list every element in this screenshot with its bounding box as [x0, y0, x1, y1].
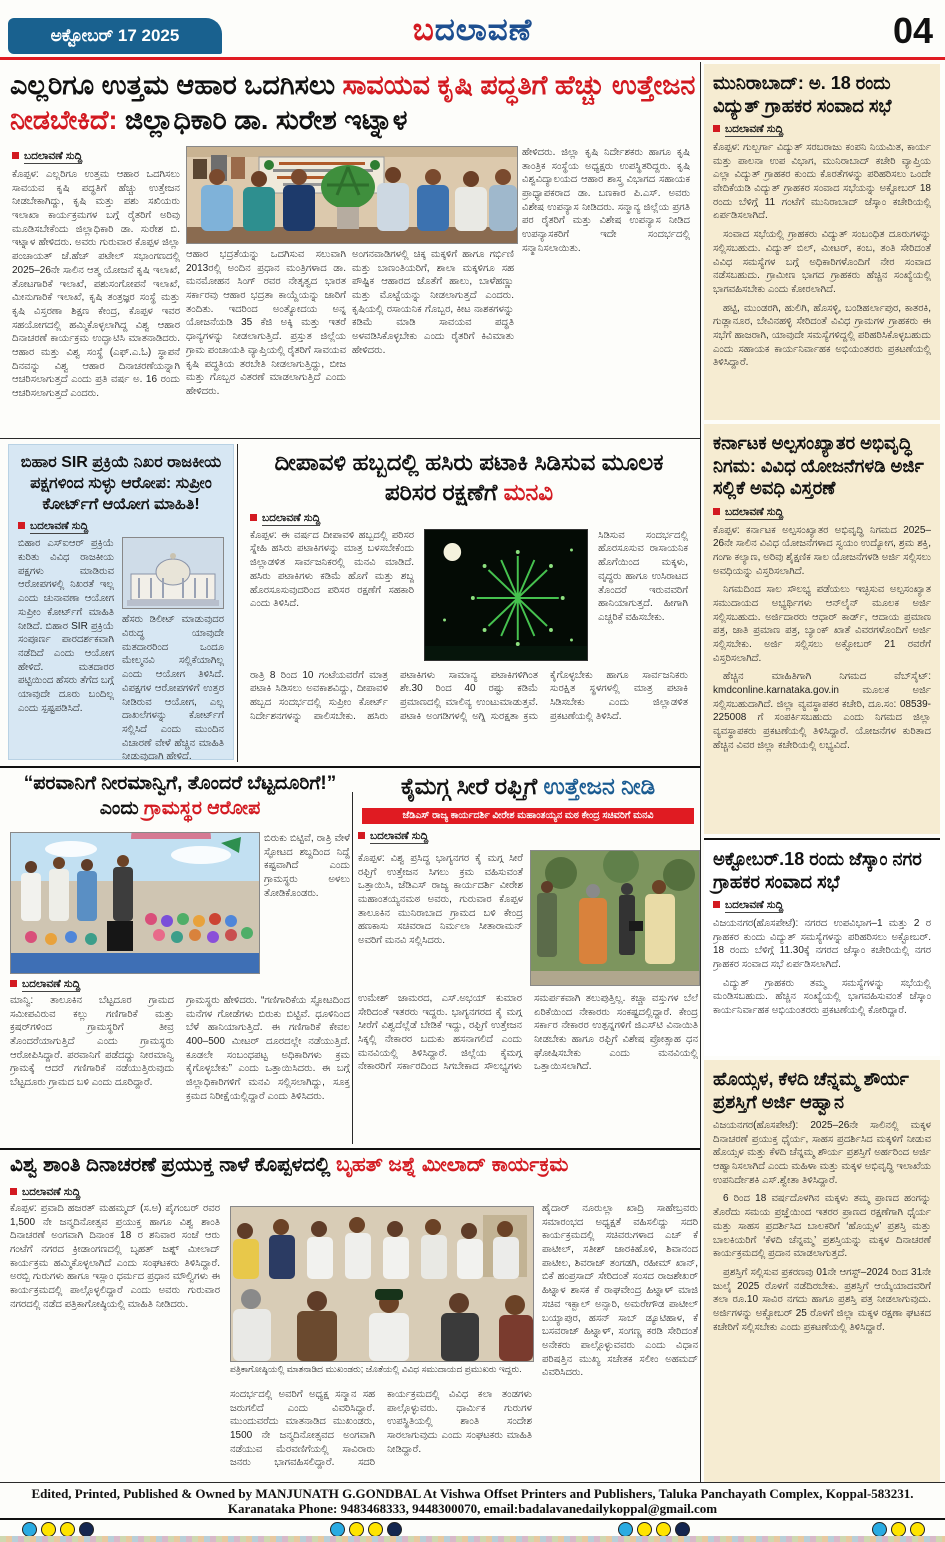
lead-photo-scene: [187, 147, 517, 243]
navy-dot-icon: [675, 1522, 690, 1537]
lead-headline: [10, 68, 698, 138]
sir-headline: ಬಿಹಾರ SIR ಪ್ರಕ್ರಿಯೆ ನಿಖರ ರಾಜಕೀಯ ಪಕ್ಷಗಳಿಂದ ಸುಳ್ಳು ಆರೋಪ: ಸುಪ್ರೀಂ ಕೋರ್ಟ್‌ಗೆ ಆಯೋಗ ಮಾಹಿತಿ!: [20, 454, 222, 513]
cyan-dot-icon: [330, 1522, 345, 1537]
sir-col2: ಹೆಸರು ಡಿಲೀಟ್ ಮಾಡುವುದರ ವಿರುದ್ಧ ಯಾವುದೇ ಮತದಾರರಿಂದ ಒಂದೂ ಮೇಲ್ಮನವಿ ಸಲ್ಲಿಕೆಯಾಗಿಲ್ಲ ಎಂದು ಆಯೋಗ ತಿಳಿಸಿದೆ. ವಿಪಕ್ಷಗಳ ಆರೋಪಗಳಿಗೆ ಉತ್ತರ ನೀಡಿರುವ ಆಯೋಗ, ಎಲ್ಲ ದಾಖಲೆಗಳನ್ನು ಕೋರ್ಟ್‌ಗೆ ಸಲ್ಲಿಸಿದೆ ಎಂದು ಮುಂದಿನ ವಿಚಾರಣೆ ವೇಳೆ ಹೆಚ್ಚಿನ ಮಾಹಿತಿ ನೀಡುವುದಾಗಿ ಹೇಳಿದೆ.: [122, 614, 224, 763]
deepavali-bottom: ರಾತ್ರಿ 8 ರಿಂದ 10 ಗಂಟೆಯವರೆಗೆ ಮಾತ್ರ ಪಟಾಕಿ ಸಿಡಿಸಲು ಅವಕಾಶವಿದ್ದು, ದೀಪಾವಳಿ ಹಬ್ಬದ ಸಂದರ್ಭದಲ್ಲಿ ಸುಪ್ರೀಂ ಕೋರ್ಟ್ ನಿರ್ದೇಶನಗಳನ್ನು ಪಾಲಿಸಬೇಕು. ಹಸಿರು ಪಟಾಕಿಗಳು ಸಾಮಾನ್ಯ ಪಟಾಕಿಗಳಿಗಿಂತ ಶೇ.30 ರಿಂದ 40 ರಷ್ಟು ಕಡಿಮೆ ಪ್ರಮಾಣದಲ್ಲಿ ಮಾಲಿನ್ಯ ಉಂಟುಮಾಡುತ್ತವೆ. ಪಟಾಕಿ ಅಂಗಡಿಗಳಲ್ಲಿ ಅಗ್ನಿ ಸುರಕ್ಷತಾ ಕ್ರಮ ಕೈಗೊಳ್ಳಬೇಕು ಹಾಗೂ ಸಾರ್ವಜನಿಕರು ಸುರಕ್ಷಿತ ಸ್ಥಳಗಳಲ್ಲಿ ಮಾತ್ರ ಪಟಾಕಿ ಸಿಡಿಸಬೇಕು ಎಂದು ಜಿಲ್ಲಾಡಳಿತ ಪ್ರಕಟಣೆಯಲ್ಲಿ ತಿಳಿಸಿದೆ.: [250, 669, 688, 722]
footer-top-rule: [0, 1482, 945, 1483]
byline-square-icon: [10, 1188, 17, 1195]
jescom-p2: ವಿದ್ಯುತ್ ಗ್ರಾಹಕರು ತಮ್ಮ ಸಮಸ್ಯೆಗಳನ್ನು ಸಭೆಯಲ್ಲಿ ಮಂಡಿಸಬಹುದು. ಹೆಚ್ಚಿನ ಸಂಖ್ಯೆಯಲ್ಲಿ ಭಾಗವಹಿಸುವಂತೆ ಜೆಸ್ಕಾಂ ಕಾರ್ಯನಿರ್ವಾಹಕ ಅಭಿಯಂತರರು ಪ್ರಕಟಣೆಯಲ್ಲಿ ಕೋರಿದ್ದಾರೆ.: [713, 977, 931, 1017]
lead-col2: ಆಹಾರ ಭದ್ರತೆಯನ್ನು ಒದಗಿಸುವ ಸಲುವಾಗಿ 2013ರಲ್ಲಿ ಅಂದಿನ ಪ್ರಧಾನ ಮಂತ್ರಿಗಳಾದ ಡಾ. ಮನಮೋಹನ ಸಿಂಗ್ ರವರ ನೇತೃತ್ವದ ಭಾರತ ಸರ್ಕಾರವು ಆಹಾರ ಭದ್ರತಾ ಕಾಯ್ದೆಯನ್ನು ಜಾರಿಗೆ ತಂದಿತು. ಇದರಿಂದ ಅಂತ್ಯೋದಯ ಅನ್ನ ಯೋಜನೆಯಡಿ 35 ಕೆಜಿ ಅಕ್ಕಿ ಮತ್ತು ಇತರೆ ಧಾನ್ಯಗಳನ್ನು ನೀಡಲಾಗುತ್ತಿದೆ. ಪ್ರಸ್ತುತ ಜಿಲ್ಲೆಯ ಗ್ರಾಮ ಪಂಚಾಯತಿ ವ್ಯಾಪ್ತಿಯಲ್ಲಿ ರೈತರಿಗೆ ಸಾವಯವ ಕೃಷಿ ಪದ್ಧತಿಯ ತರಬೇತಿ ನೀಡಲಾಗುತ್ತಿದ್ದು, ಬೀಜ ಮತ್ತು ಗೊಬ್ಬರ ವಿತರಣೆ ಮಾಡಲಾಗುತ್ತಿದೆ ಎಂದು ಹೇಳಿದರು.: [186, 249, 346, 397]
jescom-p1: ವಿಜಯನಗರ(ಹೊಸಪೇಟೆ): ನಗರದ ಉಪವಿಭಾಗ–1 ಮತ್ತು 2 ರ ಗ್ರಾಹಕರ ಕುಂದು ವಿದ್ಯುತ್ ಸಮಸ್ಯೆಗಳನ್ನು ಪರಿಹರಿಸಲು ಅಕ್ಟೋಬರ್. 18 ರಂದು ಬೆಳಿಗ್ಗೆ 11.30ಕ್ಕೆ ನಗರದ ಜೆಸ್ಕಾಂ ಕಚೇರಿಯಲ್ಲಿ ನಗರ ಗ್ರಾಹಕರ ಸಂವಾದ ಸಭೆ ಏರ್ಪಡಿಸಲಾಗಿದೆ.: [713, 918, 931, 971]
masthead-rest: ದಲಾವಣೆ: [434, 12, 533, 47]
protest-scene: [11, 833, 259, 973]
minority-byline: ಬದಲಾವಣೆ ಸುದ್ದಿ: [713, 506, 931, 519]
byline-square-icon: [358, 832, 365, 839]
print-noise-strip: [0, 1536, 945, 1542]
footer-line1: Edited, Printed, Published & Owned by MANJUNATH G.GONDBAL At Vishwa Offset Printers and Publishers, Taluka Panchayath Complex, Koppal-583231.: [31, 1486, 914, 1501]
jashn-bottom: ಸಂದರ್ಭದಲ್ಲಿ ಅವರಿಗೆ ಅಧ್ಯಕ್ಷ ಸನ್ಮಾನ ಸಹ ಜರುಗಲಿದೆ ಎಂದು ವಿವರಿಸಿದ್ದಾರೆ. ಮುಂದುವರೆದು ಮಾತನಾಡಿದ ಮುಖಂಡರು, 1500 ನೇ ಜನ್ಮದಿನೋತ್ಸವದ ಅಂಗವಾಗಿ ನಡೆಯುವ ಮೆರವಣಿಗೆಯಲ್ಲಿ ಸಾವಿರಾರು ಜನರು ಭಾಗವಹಿಸಲಿದ್ದಾರೆ. ಸದರಿ ಕಾರ್ಯಕ್ರಮದಲ್ಲಿ ವಿವಿಧ ಕಲಾ ತಂಡಗಳು ಪಾಲ್ಗೊಳ್ಳುವರು. ಧಾರ್ಮಿಕ ಗುರುಗಳ ಉಪಸ್ಥಿತಿಯಲ್ಲಿ ಶಾಂತಿ ಸಂದೇಶ ಸಾರಲಾಗುವುದು ಎಂದು ಸಂಘಟಕರು ಮಾಹಿತಿ ನೀಡಿದ್ದಾರೆ.: [230, 1389, 532, 1469]
deepavali-article: [240, 442, 698, 762]
divider-under-lead: [0, 438, 700, 439]
main-vertical-divider: [700, 62, 701, 1482]
jescom-article-box: [704, 838, 940, 1056]
cyan-dot-icon: [22, 1522, 37, 1537]
yellow-dot-icon: [41, 1522, 56, 1537]
page-number: 04: [892, 10, 933, 51]
parvani-article: [10, 772, 350, 1144]
minority-p1: ಕೊಪ್ಪಳ: ಕರ್ನಾಟಕ ಅಲ್ಪಸಂಖ್ಯಾತರ ಅಭಿವೃದ್ಧಿ ನಿಗಮದ 2025–26ನೇ ಸಾಲಿನ ವಿವಿಧ ಯೋಜನೆಗಳಾದ ಸ್ವಯಂ ಉದ್ಯೋಗ, ಶ್ರಮ ಶಕ್ತಿ, ಗಂಗಾ ಕಲ್ಯಾಣ, ಅರಿವು ಶೈಕ್ಷಣಿಕ ಸಾಲ ಯೋಜನೆಗಳಡಿ ಅರ್ಜಿ ಸಲ್ಲಿಸಲು ಅವಧಿಯನ್ನು ವಿಸ್ತರಿಸಲಾಗಿದೆ.: [713, 524, 931, 577]
lead-col3: ಅಂಗನವಾಡಿಗಳಲ್ಲಿ ಚಿಕ್ಕ ಮಕ್ಕಳಿಗೆ ಹಾಗೂ ಗರ್ಭಿಣಿ ಮತ್ತು ಬಾಣಂತಿಯರಿಗೆ, ಶಾಲಾ ಮಕ್ಕಳಿಗೂ ಸಹ ಪೌಷ್ಟಿಕ ಆಹಾರದ ಜೊತೆಗೆ ಹಾಲು, ಬಾಳೆಹಣ್ಣು ಮತ್ತು ಮೊಟ್ಟೆಯನ್ನು ನೀಡಲಾಗುತ್ತದೆ ಎಂದರು. ಕೃಷಿಯಲ್ಲಿ ರಸಾಯನಿಕ ಗೊಬ್ಬರ, ಕೀಟ ನಾಶಕಗಳನ್ನು ಕಡಿಮೆ ಮಾಡಿ ಸಾವಯವ ಪದ್ಧತಿ ಅಳವಡಿಸಿಕೊಳ್ಳಬೇಕು ಎಂದು ರೈತರಿಗೆ ಕಿವಿಮಾತು ಹೇಳಿದರು.: [352, 249, 514, 356]
minority-headline: ಕರ್ನಾಟಕ ಅಲ್ಪಸಂಖ್ಯಾತರ ಅಭಿವೃದ್ಧಿ ನಿಗಮ: ವಿವಿಧ ಯೋಜನೆಗಳಡಿ ಅರ್ಜಿ ಸಲ್ಲಿಕೆ ಅವಧಿ ವಿಸ್ತರಣೆ: [713, 433, 924, 498]
supreme-court-photo: [122, 537, 224, 609]
byline-square-icon: [10, 980, 17, 987]
minority-p3: ಹೆಚ್ಚಿನ ಮಾಹಿತಿಗಾಗಿ ನಿಗಮದ ವೆಬ್‌ಸೈಟ್: kmdconline.karnataka.gov.in ಮೂಲಕ ಅರ್ಜಿ ಸಲ್ಲಿಸಬಹುದಾಗಿದೆ. ಜಿಲ್ಲಾ ವ್ಯವಸ್ಥಾಪಕರ ಕಚೇರಿ, ದೂ.ಸಂ: 08539-225008 ಗೆ ಸಂಪರ್ಕಿಸಬಹುದು ಎಂದು ನಿಗಮದ ಜಿಲ್ಲಾ ವ್ಯವಸ್ಥಾಪಕರು ಪ್ರಕಟಣೆಯಲ್ಲಿ ತಿಳಿಸಿದ್ದಾರೆ. ಯೋಜನೆಗಳ ಕುರಿತಾದ ಹೆಚ್ಚಿನ ವಿವರ ಜಿಲ್ಲಾ ಕಚೇರಿಯಲ್ಲಿ ಲಭ್ಯವಿದೆ.: [713, 671, 931, 751]
jashn-headline-red: ಬೃಹತ್ ಜಶ್ನೆ ಮೀಲಾದ್ ಕಾರ್ಯಕ್ರಮ: [336, 1154, 569, 1176]
kaimagga-col2: ಉಮೇಶ್ ಜಾಮರದ, ಎಸ್.ಅಭಯ್ ಕುಮಾರ ಸೇರಿದಂತೆ ಇತರರು ಇದ್ದರು. ಭಾಗ್ಯನಗರದ ಕೈ ಮಗ್ಗ ಸೀರೆಗೆ ವಿಶ್ವದೆಲ್ಲೆಡೆ ಬೇಡಿಕೆ ಇದ್ದು, ರಫ್ತಿಗೆ ಉತ್ತೇಜನ ಸಿಕ್ಕಲ್ಲಿ ನೇಕಾರರ ಬದುಕು ಹಸನಾಗಲಿದೆ ಎಂದು ಮನವಿಯಲ್ಲಿ ತಿಳಿಸಿದ್ದಾರೆ. ಜಿಲ್ಲೆಯ ಕೈಮಗ್ಗ ನೇಕಾರರಿಗೆ ಸರ್ಕಾರದಿಂದ ಸಿಗಬೇಕಾದ ಸೌಲಭ್ಯಗಳು ಸಮರ್ಪಕವಾಗಿ ತಲುಪುತ್ತಿಲ್ಲ. ಕಚ್ಚಾ ವಸ್ತುಗಳ ಬೆಲೆ ಏರಿಕೆಯಿಂದ ನೇಕಾರರು ಸಂಕಷ್ಟದಲ್ಲಿದ್ದಾರೆ. ಕೇಂದ್ರ ಸರ್ಕಾರ ನೇಕಾರರ ಉತ್ಪನ್ನಗಳಿಗೆ ಜಿಎಸ್‌ಟಿ ವಿನಾಯಿತಿ ನೀಡಬೇಕು ಹಾಗೂ ರಫ್ತಿಗೆ ವಿಶೇಷ ಪ್ರೋತ್ಸಾಹ ಧನ ಘೋಷಿಸಬೇಕು ಎಂದು ಮನವಿಯಲ್ಲಿ ಒತ್ತಾಯಿಸಲಾಗಿದೆ.: [358, 993, 698, 1073]
deepavali-byline: ಬದಲಾವಣೆ ಸುದ್ದಿ: [250, 512, 688, 525]
kaimagga-subhead-strip: ಜೆಡಿಎಸ್ ರಾಜ್ಯ ಕಾರ್ಯದರ್ಶಿ ವೀರೇಶ ಮಹಾಂತಯ್ಯನ ಮಠ ಕೇಂದ್ರ ಸಚಿವರಿಗೆ ಮನವಿ: [362, 808, 694, 824]
byline-square-icon: [250, 514, 257, 521]
masthead: [0, 12, 945, 49]
byline-square-icon: [713, 125, 720, 132]
press-meet-caption: ಪತ್ರಿಕಾಗೋಷ್ಠಿಯಲ್ಲಿ ಮಾತನಾಡಿದ ಮುಖಂಡರು; ಜೊತೆಯಲ್ಲಿ ವಿವಿಧ ಸಮುದಾಯದ ಪ್ರಮುಖರು ಇದ್ದರು.: [230, 1364, 522, 1374]
hoysala-article-box: [704, 1060, 940, 1482]
jashn-article: [10, 1152, 698, 1478]
kaimagga-headline-blue: ಉತ್ತೇಜನ ನೀಡಿ: [543, 773, 656, 799]
parvani-side-col: ಬಿರುಕು ಬಿಟ್ಟಿವೆ, ರಾತ್ರಿ ವೇಳೆ ಸ್ಫೋಟದ ಶಬ್ದದಿಂದ ನಿದ್ದೆ ಕಷ್ಟವಾಗಿದೆ ಎಂದು ಗ್ರಾಮಸ್ಥರು ಅಳಲು ತೋಡಿಕೊಂಡರು.: [264, 833, 350, 899]
memorandum-scene: [531, 851, 699, 985]
lead-headline-black2: ಜಿಲ್ಲಾಧಿಕಾರಿ ಡಾ. ಸುರೇಶ ಇಟ್ನಾಳ: [124, 105, 408, 136]
muniraabad-headline: ಮುನಿರಾಬಾದ್: ಅ. 18 ರಂದು ವಿದ್ಯುತ್ ಗ್ರಾಹಕರ ಸಂವಾದ ಸಭೆ: [713, 73, 892, 116]
deepavali-headline: [250, 448, 688, 508]
navy-dot-icon: [79, 1522, 94, 1537]
yellow-dot-icon: [891, 1522, 906, 1537]
lead-col4: ಹೇಳಿದರು. ಜಿಲ್ಲಾ ಕೃಷಿ ನಿರ್ದೇಶಕರು ಹಾಗೂ ಕೃಷಿ ತಾಂತ್ರಿಕ ಸಂಸ್ಥೆಯ ಅಧ್ಯಕ್ಷರು ಉಪಸ್ಥಿತರಿದ್ದರು. ಕೃಷಿ ವಿಶ್ವವಿದ್ಯಾಲಯದ ಆಹಾರ ಶಾಸ್ತ್ರ ವಿಭಾಗದ ಸಹಾಯಕ ಪ್ರಾಧ್ಯಾಪಕರಾದ ಡಾ. ಬಣಕಾರ ಪಿ.ಎಸ್. ಅವರು ವಿಶೇಷ ಉಪನ್ಯಾಸ ನೀಡಿದರು. ಸನ್ಮಾನ್ಯ ಜಿಲ್ಲೆಯ ಪ್ರಗತಿ ಪರ ರೈತರಿಗೆ ಮತ್ತು ವಿಶೇಷ ಉಪನ್ಯಾಸ ನೀಡಿದ ಉಪನ್ಯಾಸಕರಿಗೆ ಇದೇ ಸಂದರ್ಭದಲ್ಲಿ ಸನ್ಮಾನಿಸಲಾಯಿತು.: [522, 147, 690, 254]
jashn-col2: ಹೈದಾರ್ ನೂರುಲ್ಲಾ ಖಾದ್ರಿ ಸಾಹೇಬ್ರವರು ಸಮಾರಂಭದ ಅಧ್ಯಕ್ಷತೆ ವಹಿಸಲಿದ್ದು ಸದರಿ ಕಾರ್ಯಕ್ರಮದಲ್ಲಿ ಸಚಿವರುಗಳಾದ ಎಚ್ ಕೆ ಪಾಟೀಲ್, ಸತೀಶ್ ಜಾರಕಿಹೊಳಿ, ಶಿವಾನಂದ ಪಾಟೀಲ, ಶಿವರಾಜ್ ತಂಗಡಗಿ, ರಹೀಮ್ ಖಾನ್, ಬಿಕೆ ಹಂಪ್ರಸಾದ್ ಸೇರಿದಂತೆ ಸಂಸದ ರಾಜಶೇಖರ್ ಹಿಟ್ನಾಳ ಶಾಸಕ ಕೆ ರಾಘವೇಂದ್ರ ಹಿಟ್ನಾಳ್ ಮಾಜಿ ಸಚಿವ ಇಕ್ಬಾಲ್ ಅನ್ಸಾರಿ, ಅಮರೇಗೌಡ ಪಾಟೀಲ್ ಬಯ್ಯಾಪುರ, ಹಸನ್ ಸಾಬ್ ಡ್ಯೂಟಿಹಾಳ, ಕೆ ಬಸವರಾಜ್ ಹಿಟ್ನಾಳ್, ಸಂಗಣ್ಣ ಕರಡಿ ಸೇರಿದಂತೆ ಅನೇಕರು ಪಾಲ್ಗೊಳ್ಳುವವರು ಎಂದು ವಿಧಾನ ಪರಿಷತ್ತಿನ ಮುಖ್ಯ ಸಚೇತಕ ಸಲೀಂ ಅಹಮದ್ ವಿವರಿಸಿದರು.: [542, 1203, 698, 1379]
header-rule: [0, 57, 945, 60]
kaimagga-headline: [358, 772, 698, 802]
lead-headline-black1: ಎಲ್ಲರಿಗೂ ಉತ್ತಮ ಆಹಾರ ಒದಗಿಸಲು: [10, 70, 343, 100]
muniraabad-byline: ಬದಲಾವಣೆ ಸುದ್ದಿ: [713, 123, 931, 136]
byline-square-icon: [713, 901, 720, 908]
lead-col1: ಕೊಪ್ಪಳ: ಎಲ್ಲರಿಗೂ ಉತ್ತಮ ಆಹಾರ ಒದಗಿಸಲು ಸಾವಯವ ಕೃಷಿ ಪದ್ಧತಿಗೆ ಹೆಚ್ಚು ಉತ್ತೇಜನ ನೀಡಬೇಕಾಗಿದ್ದು, ಕೃಷಿ ಮತ್ತು ಪಶು ಸಖಿಯರು ಇಲಾಖಾ ಕಾರ್ಯಕ್ರಮಗಳ ಬಗ್ಗೆ ರೈತರಿಗೆ ಅರಿವು ಮೂಡಿಸಬೇಕೆಂದು ಜಿಲ್ಲಾಧಿಕಾರಿ ಡಾ. ಸುರೇಶ ಬಿ. ಇಟ್ನಾಳ ಹೇಳಿದರು. ಅವರು ಗುರುವಾರ ಕೊಪ್ಪಳ ಜಿಲ್ಲಾ ಪಂಚಾಯತ್ ಜೆ.ಹೆಚ್ ಪಟೇಲ್ ಸಭಾಂಗಣದಲ್ಲಿ 2025–26ನೇ ಸಾಲಿನ ಆತ್ಮ ಯೋಜನೆ ಕೃಷಿ ಇಲಾಖೆ, ತೋಟಗಾರಿಕೆ ಇಲಾಖೆ, ಪಶುಸಂಗೋಪನೆ ಇಲಾಖೆ, ಮೀನುಗಾರಿಕೆ ಇಲಾಖೆ, ಕೃಷಿ ತಂತ್ರಜ್ಞರ ಸಂಸ್ಥೆ ಮತ್ತು ಕೃಷಿ ವಿಸ್ತರಣಾ ಶಿಕ್ಷಣ ಕೇಂದ್ರ, ಕೊಪ್ಪಳ ಇವರ ಸಹಯೋಗದಲ್ಲಿ ಹಮ್ಮಿಕೊಳ್ಳಲಾಗಿದ್ದ ವಿಶ್ವ ಆಹಾರ ದಿನಾಚರಣೆ ಕಾರ್ಯಕ್ರಮ ಉದ್ಘಾಟಿಸಿ ಮಾತನಾಡಿದರು. ಆಹಾರ ಮತ್ತು ವಿಶ್ವ ಸಂಸ್ಥೆ (ಎಫ್.ಎ.ಓ) ಸ್ಥಾಪನೆ ದಿನವನ್ನು ವಿಶ್ವ ಆಹಾರ ದಿನಾಚರಣೆಯನ್ನಾಗಿ ಆಚರಿಸಲಾಗುತ್ತದೆ ಎಂದು ಪ್ರತಿ ವರ್ಷ ಅ. 16 ರಂದು ಆಚರಿಸಲಾಗುತ್ತದೆ ಎಂದರು.: [12, 169, 180, 399]
yellow-dot-icon: [349, 1522, 364, 1537]
press-meet-scene: [231, 1207, 533, 1361]
cyan-dot-icon: [618, 1522, 633, 1537]
kaimagga-article: [358, 772, 698, 1144]
yellow-dot-icon: [910, 1522, 925, 1537]
byline-square-icon: [18, 522, 25, 529]
muniraabad-p2: ಸಂವಾದ ಸಭೆಯಲ್ಲಿ ಗ್ರಾಹಕರು ವಿದ್ಯುತ್ ಸಂಬಂಧಿತ ದೂರುಗಳನ್ನು ಸಲ್ಲಿಸಬಹುದು. ವಿದ್ಯುತ್ ಬಿಲ್, ಮೀಟರ್, ಕಂಬ, ತಂತಿ ಸೇರಿದಂತೆ ವಿವಿಧ ಸಮಸ್ಯೆಗಳ ಬಗ್ಗೆ ಅಧಿಕಾರಿಗಳೊಂದಿಗೆ ನೇರ ಸಂವಾದ ನಡೆಸಬಹುದು. ಗ್ರಾಮೀಣ ಭಾಗದ ಗ್ರಾಹಕರು ಹೆಚ್ಚಿನ ಸಂಖ್ಯೆಯಲ್ಲಿ ಭಾಗವಹಿಸಬೇಕು ಎಂದು ಕೋರಲಾಗಿದೆ.: [713, 229, 931, 295]
jescom-headline: ಅಕ್ಟೋಬರ್.18 ರಂದು ಜೆಸ್ಕಾಂ ನಗರ ಗ್ರಾಹಕರ ಸಂವಾದ ಸಭೆ: [713, 849, 922, 892]
deepavali-col1: ಕೊಪ್ಪಳ: ಈ ವರ್ಷದ ದೀಪಾವಳಿ ಹಬ್ಬದಲ್ಲಿ ಪರಿಸರ ಸ್ನೇಹಿ ಹಸಿರು ಪಟಾಕಿಗಳನ್ನು ಮಾತ್ರ ಬಳಸಬೇಕೆಂದು ಜಿಲ್ಲಾಡಳಿತ ಸಾರ್ವಜನಿಕರಲ್ಲಿ ಮನವಿ ಮಾಡಿದೆ. ಹಸಿರು ಪಟಾಕಿಗಳು ಕಡಿಮೆ ಹೊಗೆ ಮತ್ತು ಶಬ್ದ ಹೊರಸೂಸುವುದರಿಂದ ಪರಿಸರ ರಕ್ಷಣೆಗೆ ಸಹಕಾರಿ ಎಂದು ತಿಳಿಸಿದೆ.: [250, 529, 415, 610]
press-meet-photo: [230, 1206, 534, 1362]
byline-square-icon: [12, 152, 19, 159]
footer-bottom-rule: [0, 1518, 945, 1520]
date-text: ಅಕ್ಟೋಬರ್ 17 2025: [50, 26, 180, 45]
muniraabad-p1: ಕೊಪ್ಪಳ: ಗುಲ್ಬರ್ಗಾ ವಿದ್ಯುತ್ ಸರಬರಾಜು ಕಂಪನಿ ನಿಯಮಿತ, ಕಾರ್ಯ ಮತ್ತು ಪಾಲನಾ ಉಪ ವಿಭಾಗ, ಮುನಿರಾಬಾದ್ ಕಚೇರಿ ವ್ಯಾಪ್ತಿಯ ಎಲ್ಲಾ ವಿದ್ಯುತ್ ಗ್ರಾಹಕರ ಕುಂದು ಕೊರತೆಗಳನ್ನು ಪರಿಹರಿಸಲು ಒಂದೇ ವೇದಿಕೆಯಡಿ ವಿದ್ಯುತ್ ಗ್ರಾಹಕರ ಸಂವಾದ ಸಭೆಯನ್ನು ಅಕ್ಟೋಬರ್ 18 ರಂದು ಬೆಳಿಗ್ಗೆ 11 ಗಂಟೆಗೆ ಮುನಿರಾಬಾದ್ ಜೆಸ್ಕಾಂ ಕಚೇರಿಯಲ್ಲಿ ಏರ್ಪಡಿಸಲಾಗಿದೆ.: [713, 142, 931, 222]
jescom-byline: ಬದಲಾವಣೆ ಸುದ್ದಿ: [713, 899, 931, 912]
sir-article-box: [8, 444, 234, 763]
kaimagga-headline-black: ಕೈಮಗ್ಗ ಸೀರೆ ರಫ್ತಿಗೆ: [400, 773, 544, 799]
parvani-headline: [10, 772, 350, 821]
fireworks-scene: [425, 530, 587, 660]
navy-dot-icon: [387, 1522, 402, 1537]
muniraabad-p3: ಹಟ್ಟಿ, ಮುಂಡರಗಿ, ಹುಲಿಗಿ, ಹೊಸಳ್ಳಿ, ಬಂಡಿಹರ್ಲಾಪುರ, ಕಾತರಕಿ, ಗುಡ್ಲಾನೂರ, ಬೇವಿನಹಳ್ಳಿ ಸೇರಿದಂತೆ ವಿವಿಧ ಗ್ರಾಮಗಳ ಗ್ರಾಹಕರು ಈ ಸಭೆಗೆ ಹಾಜರಾಗಿ, ಯಾವುದೇ ಸಮಸ್ಯೆಗಳಿದ್ದಲ್ಲಿ ಪರಿಹರಿಸಿಕೊಳ್ಳಬಹುದು ಎಂದು ಸಹಾಯಕ ಕಾರ್ಯನಿರ್ವಾಹಕ ಅಭಿಯಂತರರು ಪ್ರಕಟಣೆಯಲ್ಲಿ ತಿಳಿಸಿದ್ದಾರೆ.: [713, 302, 931, 369]
minority-p2: ನಿಗಮದಿಂದ ಸಾಲ ಸೌಲಭ್ಯ ಪಡೆಯಲು ಇಚ್ಛಿಸುವ ಅಲ್ಪಸಂಖ್ಯಾತ ಸಮುದಾಯದ ಅಭ್ಯರ್ಥಿಗಳು ಆನ್‌ಲೈನ್ ಮೂಲಕ ಅರ್ಜಿ ಸಲ್ಲಿಸಬಹುದು. ಅರ್ಜಿದಾರರು ಆಧಾರ್ ಕಾರ್ಡ್, ಆದಾಯ ಪ್ರಮಾಣ ಪತ್ರ, ಜಾತಿ ಪ್ರಮಾಣ ಪತ್ರ, ಬ್ಯಾಂಕ್ ಖಾತೆ ವಿವರಗಳೊಂದಿಗೆ ಅರ್ಜಿ ಸಲ್ಲಿಸಬೇಕು. ಅರ್ಜಿ ಸಲ್ಲಿಸಲು ಅಕ್ಟೋಬರ್ 21 ರವರೆಗೆ ವಿಸ್ತರಿಸಲಾಗಿದೆ.: [713, 584, 931, 664]
yellow-dot-icon: [60, 1522, 75, 1537]
deepavali-headline-black: ದೀಪಾವಳಿ ಹಬ್ಬದಲ್ಲಿ ಹಸಿರು ಪಟಾಕಿ ಸಿಡಿಸುವ ಮೂಲಕ ಪರಿಸರ ರಕ್ಷಣೆಗೆ: [274, 449, 664, 505]
deepavali-headline-red: ಮನವಿ: [503, 478, 554, 505]
jashn-headline-black: ವಿಶ್ವ ಶಾಂತಿ ದಿನಾಚರಣೆ ಪ್ರಯುಕ್ತ ನಾಳೆ ಕೊಪ್ಪಳದಲ್ಲಿ: [10, 1154, 336, 1176]
hoysala-p2: 6 ರಿಂದ 18 ವರ್ಷದೊಳಗಿನ ಮಕ್ಕಳು ತಮ್ಮ ಪ್ರಾಣದ ಹಂಗನ್ನು ತೊರೆದು ಸಮಯ ಪ್ರಜ್ಞೆಯಿಂದ ಇತರರ ಪ್ರಾಣದ ರಕ್ಷಣೆಗಾಗಿ ಧೈರ್ಯ ಮತ್ತು ಸಾಹಸ ಪ್ರದರ್ಶಿಸಿದ ಬಾಲಕರಿಗೆ ‘ಹೊಯ್ಸಳ’ ಪ್ರಶಸ್ತಿ ಮತ್ತು ಬಾಲಕಿಯರಿಗೆ ‘ಕೆಳದಿ ಚೆನ್ನಮ್ಮ’ ಪ್ರಶಸ್ತಿಯನ್ನು ಮಕ್ಕಳ ದಿನಾಚರಣೆ ಕಾರ್ಯಕ್ರಮದಲ್ಲಿ ಪ್ರದಾನ ಮಾಡಲಾಗುತ್ತದೆ.: [713, 1193, 931, 1260]
supreme-court-scene: [123, 538, 223, 608]
hoysala-headline: ಹೊಯ್ಸಳ, ಕೆಳದಿ ಚೆನ್ನಮ್ಮ ಶೌರ್ಯ ಪ್ರಶಸ್ತಿಗೆ ಅರ್ಜಿ ಆಹ್ವಾನ: [713, 1069, 909, 1112]
divider-parvani-kaimagga: [352, 792, 353, 1144]
cyan-dot-icon: [872, 1522, 887, 1537]
yellow-dot-icon: [656, 1522, 671, 1537]
yellow-dot-icon: [637, 1522, 652, 1537]
hoysala-p1: ವಿಜಯನಗರ(ಹೊಸಪೇಟೆ): 2025–26ನೇ ಸಾಲಿನಲ್ಲಿ ಮಕ್ಕಳ ದಿನಾಚರಣೆ ಪ್ರಯುಕ್ತ ಧೈರ್ಯ, ಸಾಹಸ ಪ್ರದರ್ಶಿಸಿದ ಮಕ್ಕಳಿಗೆ ನೀಡುವ ಹೊಯ್ಸಳ ಮತ್ತು ಕೆಳದಿ ಚೆನ್ನಮ್ಮ ಶೌರ್ಯ ಪ್ರಶಸ್ತಿಗೆ ಅರ್ಹರಿಂದ ಅರ್ಜಿ ಆಹ್ವಾನಿಸಲಾಗಿದೆ ಎಂದು ಮಹಿಳಾ ಮತ್ತು ಮಕ್ಕಳ ಅಭಿವೃದ್ಧಿ ಇಲಾಖೆಯ ಉಪನಿರ್ದೇಶಕಿ ಎಸ್.ಶ್ವೇತಾ ತಿಳಿಸಿದ್ದಾರೆ.: [713, 1120, 931, 1186]
memorandum-photo: [530, 850, 700, 986]
protest-photo: [10, 832, 260, 974]
jashn-col1: ಕೊಪ್ಪಳ: ಪ್ರವಾದಿ ಹಜರತ್ ಮಹಮ್ಮದ್ (ಸ.ಅ) ಪೈಗಂಬರ್ ರವರ 1,500 ನೇ ಜನ್ಮದಿನೋತ್ಸವ ಪ್ರಯುಕ್ತ ಹಾಗೂ ವಿಶ್ವ ಶಾಂತಿ ದಿನಾಚರಣೆ ಅಂಗವಾಗಿ ದಿನಾಂಕ 18 ರ ಶನಿವಾರ ಸಂಜೆ ಆರು ಗಂಟೆಗೆ ನಗರದ ಕ್ರೀಡಾಂಗಣದಲ್ಲಿ ಬೃಹತ್ ಜಶ್ನ್ ಮೀಲಾದ್ ಕಾರ್ಯಕ್ರಮ ಹಮ್ಮಿಕೊಳ್ಳಲಾಗಿದೆ ಎಂದು ಸಂಘಟಕರು ತಿಳಿಸಿದ್ದಾರೆ. ಅರಬ್ಬಿ ಗುರುಗಳು ಹಾಗೂ ಇಸ್ಲಾಂ ಧರ್ಮದ ಪ್ರಧಾನ ಮೌಲ್ವಿಗಳು ಈ ಕಾರ್ಯಕ್ರಮದಲ್ಲಿ ಪಾಲ್ಗೊಳ್ಳಲಿದ್ದಾರೆ ಎಂದು ಅವರು ಗುರುವಾರ ನಗರದಲ್ಲಿ ನಡೆದ ಪತ್ರಿಕಾಗೋಷ್ಠಿಯಲ್ಲಿ ಮಾಹಿತಿ ನೀಡಿದರು.: [10, 1203, 220, 1310]
kaimagga-col1: ಕೊಪ್ಪಳ: ವಿಶ್ವ ಪ್ರಸಿದ್ಧ ಭಾಗ್ಯನಗರ ಕೈ ಮಗ್ಗ ಸೀರೆ ರಫ್ತಿಗೆ ಉತ್ತೇಜನ ಸಿಗಲು ಕ್ರಮ ವಹಿಸುವಂತೆ ಒತ್ತಾಯಿಸಿ, ಜೆಡಿಎಸ್ ರಾಜ್ಯ ಕಾರ್ಯದರ್ಶಿ ವೀರೇಶ ಮಹಾಂತಯ್ಯನಮಠ ಅವರು, ಗುರುವಾರ ಕೊಪ್ಪಳ ತಾಲೂಕಿನ ಮುನಿರಾಬಾದ ಗ್ರಾಮದ ಬಳಿ ಕೇಂದ್ರ ಹಣಕಾಸು ಸಚಿವರಾದ ನಿರ್ಮಲಾ ಸೀತಾರಾಮನ್ ಅವರಿಗೆ ಮನವಿ ಸಲ್ಲಿಸಿದರು.: [358, 853, 523, 947]
sir-byline: ಬದಲಾವಣೆ ಸುದ್ದಿ: [18, 520, 224, 533]
parvani-headline-red: ಗ್ರಾಮಸ್ಥರ ಆರೋಪ: [143, 797, 261, 819]
muniraabad-article-box: [704, 64, 940, 420]
fireworks-photo: [424, 529, 588, 661]
hoysala-p3: ಪ್ರಶಸ್ತಿಗೆ ಸಲ್ಲಿಸುವ ಪ್ರಕರಣವು 01ನೇ ಆಗಸ್ಟ್–2024 ರಿಂದ 31ನೇ ಜುಲೈ 2025 ರೊಳಗೆ ನಡೆದಿರಬೇಕು. ಪ್ರಶಸ್ತಿಗೆ ಆಯ್ಕೆಯಾದವರಿಗೆ ತಲಾ ರೂ.10 ಸಾವಿರ ನಗದು ಹಾಗೂ ಪ್ರಶಸ್ತಿ ಪತ್ರ ನೀಡಲಾಗುವುದು. ಅರ್ಜಿಗಳನ್ನು ಅಕ್ಟೋಬರ್ 25 ರೊಳಗೆ ಜಿಲ್ಲಾ ಮಕ್ಕಳ ರಕ್ಷಣಾ ಘಟಕದ ಕಚೇರಿಗೆ ಸಲ್ಲಿಸಬೇಕು ಎಂದು ಪ್ರಕಟಣೆಯಲ್ಲಿ ತಿಳಿಸಿದ್ದಾರೆ.: [713, 1266, 931, 1333]
parvani-headline-black: “ಪರವಾನಿಗೆ ನೀರಮಾನ್ವಿಗೆ, ತೊಂದರೆ ಬೆಟ್ಟದೂರಿಗೆ!” ಎಂದು: [23, 773, 337, 819]
divider-bottom: [0, 1148, 700, 1150]
lead-photo: [186, 146, 518, 244]
deepavali-col2: ಸಿಡಿಸುವ ಸಂದರ್ಭದಲ್ಲಿ ಹೊರಸೂಸುವ ರಾಸಾಯನಿಕ ಹೊಗೆಯಿಂದ ಮಕ್ಕಳು, ವೃದ್ಧರು ಹಾಗೂ ಉಸಿರಾಟದ ತೊಂದರೆ ಇರುವವರಿಗೆ ಹಾನಿಯಾಗುತ್ತದೆ. ಹೀಗಾಗಿ ಎಚ್ಚರಿಕೆ ವಹಿಸಬೇಕು.: [598, 529, 689, 623]
jashn-headline: [10, 1152, 698, 1178]
kaimagga-byline: ಬದಲಾವಣೆ ಸುದ್ದಿ: [358, 830, 698, 843]
sir-col1: ಬಿಹಾರ ಎಸ್‌ಐಆರ್ ಪ್ರಕ್ರಿಯೆ ಕುರಿತು ವಿವಿಧ ರಾಜಕೀಯ ಪಕ್ಷಗಳು ಮಾಡಿರುವ ಆರೋಪಗಳಲ್ಲಿ ನಿಖರತೆ ಇಲ್ಲ ಎಂದು ಚುನಾವಣಾ ಆಯೋಗ ಸುಪ್ರೀಂ ಕೋರ್ಟ್‌ಗೆ ಮಾಹಿತಿ ನೀಡಿದೆ. ಬಿಹಾರ SIR ಪ್ರಕ್ರಿಯೆ ಸಂಪೂರ್ಣ ಪಾರದರ್ಶಕವಾಗಿ ನಡೆದಿದೆ ಎಂದು ಆಯೋಗ ಹೇಳಿದೆ. ಮತದಾರರ ಪಟ್ಟಿಯಿಂದ ಹೆಸರು ತೆಗೆದ ಬಗ್ಗೆ ಯಾವುದೇ ದೂರು ಬಂದಿಲ್ಲ ಎಂದು ಸ್ಪಷ್ಟಪಡಿಸಿದೆ.: [18, 538, 114, 714]
minority-article-box: [704, 424, 940, 834]
divider-sir-deepavali: [237, 444, 238, 762]
jashn-byline: ಬದಲಾವಣೆ ಸುದ್ದಿ: [10, 1186, 80, 1199]
parvani-col2: ಗ್ರಾಮಸ್ಥರು ಹೇಳಿದರು. “ಗಣಿಗಾರಿಕೆಯ ಸ್ಫೋಟದಿಂದ ಮನೆಗಳ ಗೋಡೆಗಳು ಬಿರುಕು ಬಿಟ್ಟಿವೆ. ಧೂಳಿನಿಂದ ಬೆಳೆ ಹಾನಿಯಾಗುತ್ತಿದೆ. ಈ ಗಣಿಗಾರಿಕೆ ಕೇವಲ 400–500 ಮೀಟರ್ ದೂರದಲ್ಲೇ ನಡೆಯುತ್ತಿದೆ. ಕೂಡಲೇ ಸಂಬಂಧಪಟ್ಟ ಅಧಿಕಾರಿಗಳು ಕ್ರಮ ಕೈಗೊಳ್ಳಬೇಕು” ಎಂದು ಒತ್ತಾಯಿಸಿದರು. ಈ ಬಗ್ಗೆ ಜಿಲ್ಲಾಧಿಕಾರಿಗಳಿಗೆ ಮನವಿ ಸಲ್ಲಿಸಲಾಗಿದ್ದು, ಸೂಕ್ತ ಕ್ರಮದ ನಿರೀಕ್ಷೆಯಲ್ಲಿದ್ದಾರೆ ಎಂದು ತಿಳಿಸಿದರು.: [186, 995, 350, 1102]
parvani-byline: ಬದಲಾವಣೆ ಸುದ್ದಿ: [10, 978, 80, 991]
masthead-first-letter: ಬ: [412, 12, 435, 47]
lead-headline-red: ಸಾವಯವ ಕೃಷಿ ಪದ್ಧತಿಗೆ ಹೆಚ್ಚು ಉತ್ತೇಜನ ನೀಡಬೇಕಿದೆ:: [10, 70, 696, 136]
lead-byline: ಬದಲಾವಣೆ ಸುದ್ದಿ: [12, 150, 82, 163]
yellow-dot-icon: [368, 1522, 383, 1537]
parvani-col1: ಮಾನ್ವಿ: ತಾಲೂಕಿನ ಬೆಟ್ಟದೂರ ಗ್ರಾಮದ ಸಮೀಪವಿರುವ ಕಲ್ಲು ಗಣಿಗಾರಿಕೆ ಮತ್ತು ಕ್ರಷರ್‌ಗಳಿಂದ ಗ್ರಾಮಸ್ಥರಿಗೆ ತೀವ್ರ ತೊಂದರೆಯಾಗುತ್ತಿದೆ ಎಂದು ಗ್ರಾಮಸ್ಥರು ಆರೋಪಿಸಿದ್ದಾರೆ. ಪರವಾನಿಗೆ ಪಡೆದದ್ದು ನೀರಮಾನ್ವಿ ಗ್ರಾಮಕ್ಕೆ ಆದರೆ ಗಣಿಗಾರಿಕೆ ನಡೆಯುತ್ತಿರುವುದು ಬೆಟ್ಟದೂರು ಗ್ರಾಮದ ಬಳಿ ಎಂದು ದೂರಿದ್ದಾರೆ.: [10, 995, 174, 1089]
byline-square-icon: [713, 508, 720, 515]
footer-line2: Karanataka Phone: 9483468333, 9448300070, email:badalavanedailykoppal@gmail.com: [227, 1501, 718, 1516]
